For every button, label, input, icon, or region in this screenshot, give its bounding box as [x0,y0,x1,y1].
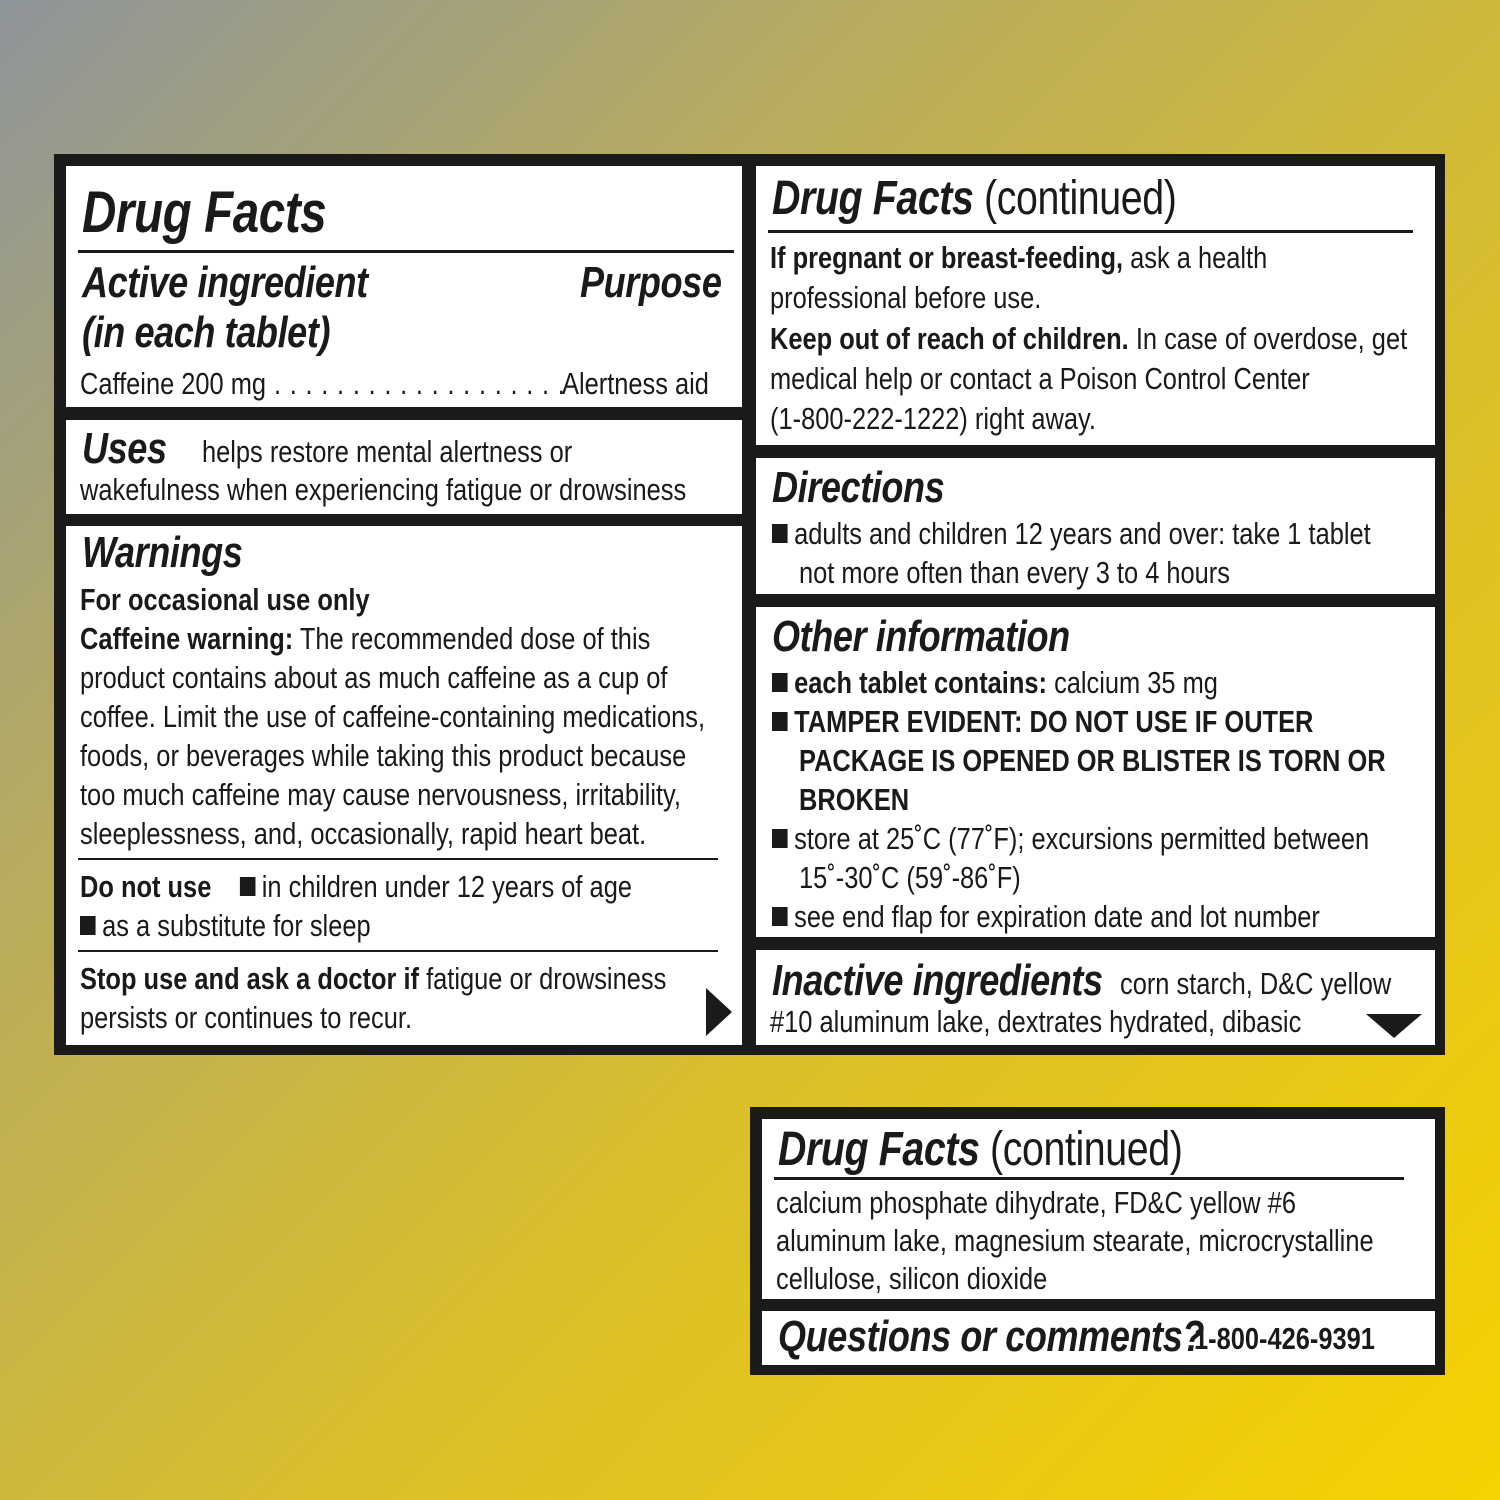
tamper-line2: PACKAGE IS OPENED OR BLISTER IS TORN OR [799,743,1386,778]
warnings-divider-1 [78,858,718,860]
inactive-ingredients-section [756,950,1435,1045]
bullet-icon [772,907,788,926]
keep-out-label: Keep out of reach of children. [770,321,1129,356]
tamper-text-1: TAMPER EVIDENT: DO NOT USE IF OUTER [794,704,1314,739]
title-divider-3 [774,1177,1404,1180]
directions-text-1: adults and children 12 years and over: take 1 tablet [794,516,1371,551]
directions-line2: not more often than every 3 to 4 hours [799,555,1230,590]
continued-label-3: (continued) [990,1123,1183,1176]
inactive-text-1: corn starch, D&C yellow [1120,966,1392,1001]
inactive-text-5: cellulose, silicon dioxide [776,1261,1048,1296]
expiration-text: see end flap for expiration date and lot number [794,899,1320,934]
each-tablet-value: calcium 35 mg [1054,665,1218,700]
leader-dots: . . . . . . . . . . . . . . . . . . . [274,366,566,401]
directions-line1 [772,514,1371,553]
keep-out-text: In case of overdose, get [1135,321,1408,356]
continue-arrow-down-icon [1366,1014,1422,1038]
keep-out-line2: medical help or contact a Poison Control Center [770,361,1310,396]
stop-use-line1 [80,959,666,998]
pregnant-line1 [770,238,1267,277]
directions-heading: Directions [772,463,945,512]
drug-facts-continued-title-3 [778,1121,1182,1179]
store-line1 [772,819,1369,858]
purpose-heading: Purpose [580,258,722,307]
do-not-use-item-2: as a substitute for sleep [102,908,371,943]
continue-arrow-icon [706,988,732,1036]
caffeine-warning-line4: foods, or beverages while taking this product because [80,738,687,773]
questions-phone: 1-800-426-9391 [1194,1321,1375,1356]
bullet-icon [772,673,788,692]
bullet-icon [80,916,96,935]
inactive-line1 [772,958,1175,1004]
do-not-use-item-1: in children under 12 years of age [261,869,632,904]
directions-section [756,458,1435,594]
tamper-line3: BROKEN [799,782,910,817]
inactive-text-2: #10 aluminum lake, dextrates hydrated, dibasic [770,1004,1302,1039]
questions-section [762,1311,1435,1365]
caffeine-warning-label: Caffeine warning: [80,621,294,656]
caffeine-warning-line3: coffee. Limit the use of caffeine-containing medications, [80,699,706,734]
title-divider-2 [768,230,1413,233]
stop-use-label: Stop use and ask a doctor if [80,961,420,996]
caffeine-warning-text: The recommended dose of this [299,621,651,656]
bullet-icon [772,829,788,848]
pregnant-label: If pregnant or breast-feeding, [770,240,1124,275]
uses-text-line2: wakefulness when experiencing fatigue or drowsiness [80,472,687,507]
keep-out-line1 [770,319,1407,358]
do-not-use-label: Do not use [80,869,212,904]
inactive-text-4: aluminum lake, magnesium stearate, microcrystalline [776,1223,1374,1258]
purpose-value: Alertness aid [562,366,709,401]
uses-text-line1: helps restore mental alertness or [202,434,573,469]
caffeine-warning-line5: too much caffeine may cause nervousness, irritability, [80,777,681,812]
drug-facts-title-2: Drug Facts [772,172,974,225]
store-text-1: store at 25˚C (77˚F); excursions permitted between [794,821,1370,856]
caffeine-warning-line6: sleeplessness, and, occasionally, rapid heart beat. [80,816,647,851]
stop-use-text: fatigue or drowsiness [426,961,667,996]
each-tablet-line [772,663,1218,702]
other-information-section [756,607,1435,937]
uses-section [66,420,742,514]
keep-out-line3: (1-800-222-1222) right away. [770,401,1096,436]
warnings-section [66,526,742,1045]
caffeine-warning-line1 [80,619,650,658]
pregnant-text: ask a health [1130,240,1268,275]
bullet-icon [772,712,788,731]
drug-facts-title-3: Drug Facts [778,1123,980,1176]
bullet-icon [772,524,788,543]
title-divider [78,250,734,253]
expiration-line [772,897,1320,936]
tamper-line1 [772,702,1313,741]
active-ingredient-section [66,166,742,407]
store-line2: 15˚-30˚C (59˚-86˚F) [799,860,1021,895]
warnings-heading: Warnings [82,528,243,577]
active-ingredient-subheading: (in each tablet) [82,308,331,357]
do-not-use-line2 [80,906,371,945]
uses-heading: Uses [82,424,167,473]
warnings-divider-2 [78,950,718,952]
continued-label: (continued) [984,172,1177,225]
drug-facts-title: Drug Facts [82,180,327,245]
other-information-heading: Other information [772,612,1070,661]
occasional-use-text: For occasional use only [80,582,370,617]
stop-use-line2: persists or continues to recur. [80,1000,413,1035]
each-tablet-label: each tablet contains: [794,665,1047,700]
ingredient-name: Caffeine 200 mg [80,366,267,401]
inactive-text-3: calcium phosphate dihydrate, FD&C yellow #6 [776,1185,1296,1220]
drug-facts-continued-title [772,170,1176,228]
caffeine-warning-line2: product contains about as much caffeine as a cup of [80,660,668,695]
pregnancy-children-section [756,166,1435,445]
inactive-continued-section [762,1119,1435,1299]
inactive-ingredients-heading: Inactive ingredients [772,956,1103,1005]
pregnant-line2: professional before use. [770,280,1042,315]
active-ingredient-heading: Active ingredient [82,258,368,307]
do-not-use-line1 [80,867,632,906]
bullet-icon [240,877,256,896]
questions-heading: Questions or comments? [778,1312,1205,1361]
